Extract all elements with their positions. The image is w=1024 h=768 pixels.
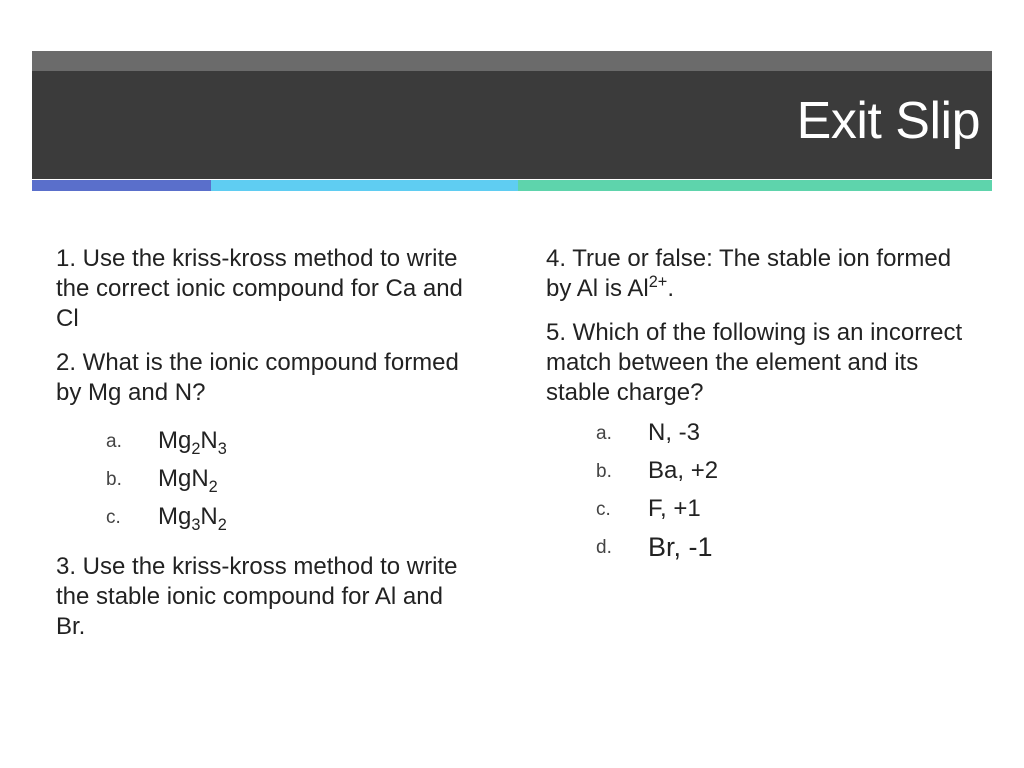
option-letter: b. [596,461,612,482]
option-letter: a. [106,431,122,452]
formula-part: Mg [158,503,192,530]
title-bar [32,71,992,179]
question-5-option-c [546,490,966,528]
accent-bar-cyan [211,180,518,191]
question-3: 3. Use the kriss-kross method to write the stable ionic compound for Al and Br. [56,553,458,640]
question-2: 2. What is the ionic compound formed by Mg and N? [56,349,459,406]
formula-part: N [200,427,218,454]
accent-bar-teal [518,180,992,191]
question-4-period: . [667,275,674,302]
question-5-option-a [546,414,966,452]
question-2-option-a [56,422,476,460]
question-4-text: 4. True or false: The stable ion formed by Al is Al [546,245,952,302]
option-letter: a. [596,423,612,444]
option-letter: b. [106,469,122,490]
option-text: Br, -1 [648,532,713,562]
left-column [56,244,476,656]
option-text: F, +1 [648,495,701,522]
right-column [546,244,966,566]
question-2-option-c [56,498,476,536]
ion-charge-superscript: 2+ [648,273,668,291]
formula-part: Mg [158,427,192,454]
option-letter: c. [596,499,611,520]
formula-subscript: 2 [208,477,218,496]
option-text: Ba, +2 [648,457,719,484]
question-5-option-b [546,452,966,490]
question-5-option-d [546,528,966,566]
option-letter: d. [596,537,612,558]
formula-subscript: 2 [191,439,201,458]
question-5: 5. Which of the following is an incorrect match between the element and its stable charge? [546,319,963,406]
formula-subscript: 2 [217,515,227,534]
option-text: N, -3 [648,419,701,446]
option-letter: c. [106,507,121,528]
accent-bar-blue [32,180,211,191]
question-4 [546,244,966,304]
formula-subscript: 3 [191,515,201,534]
formula-part: N [200,503,218,530]
question-2-option-b [56,460,476,498]
question-1: 1. Use the kriss-kross method to write the correct ionic compound for Ca and Cl [56,245,463,332]
formula-subscript: 3 [217,439,227,458]
slide-title: Exit Slip [796,92,980,150]
formula-part: MgN [158,465,209,492]
title-bar-top-strip [32,51,992,71]
